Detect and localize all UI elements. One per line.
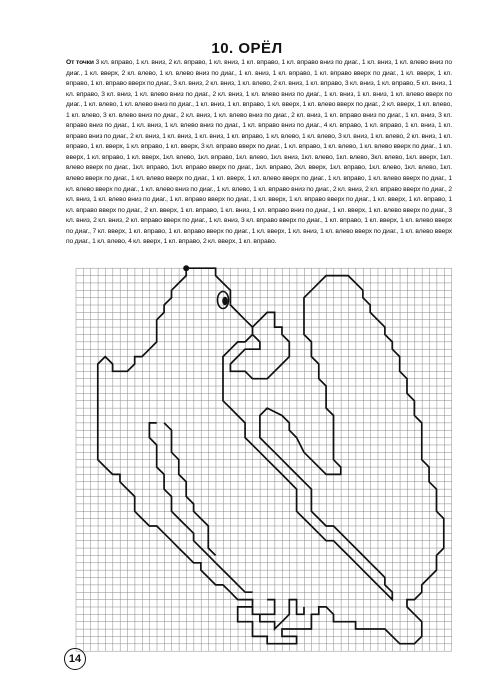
- start-point: [183, 265, 189, 271]
- page-title: 10. ОРЁЛ: [211, 40, 283, 57]
- grid-lines: [76, 268, 452, 651]
- instructions-lead: От точки: [66, 59, 94, 66]
- page-number: 14: [64, 648, 86, 670]
- eagle-pupil: [222, 297, 228, 305]
- instructions-text: 3 кл. вправо, 1 кл. вниз, 2 кл. вправо, 1 кл. вниз, 1 кл. вправо, 1 кл. вправо вниз по диаг., 1 кл. вниз, 1 кл. влево вниз по диаг., 1 кл. вверх, 2 кл. влево, 1 кл. влево вниз по диаг., 1 кл. вниз, 1 кл. вправо, 1 кл. вправо вверх по диаг., 1 кл. вверх, 1 кл. вправо, 1 кл. вправо вверх по диаг., 3 кл. вниз, 2 кл. вниз, 1 кл. влево, 2 кл. вниз, 1 кл. вправо, 3 кл. вниз, 1 кл. вправо, 5 кл. вниз, 1 кл. вправо, 3 кл. вниз, 1 кл. влево вниз по диаг., 2 кл. вниз, 1 кл. влево вниз по диаг., 1 кл. вниз, 1 кл. вниз, 1 кл. влево вверх по диаг., 1 кл. влево, 1 кл. влево вниз по диаг., 1 кл. вниз, 1 кл. вправо, 1 кл. вверх, 1 кл. влево вверх по диаг., 2 кл. вверх, 1 кл. влево, 1 кл. влево, 3 кл. влево вниз по диаг., 2 кл. вниз, 1 кл. влево вниз по диаг., 2 кл. вниз, 1 кл. вправо вниз по диаг., 1 кл. вниз, 3 кл. вправо вниз по диаг., 1 кл. вниз, 1 кл. влево вниз по диаг., 1 кл. вправо вниз по диаг., 4 кл. вправо, 1 кл. вправо, 1 кл. вниз, 1 кл. вправо вниз по диаг., 2 кл. вниз, 1 кл. вниз, 1 кл. вниз, 1 кл. вправо, 1 кл. влево, 1 кл. влево, 3 кл. вниз, 1 кл. влево, 2 кл. вниз, 1 кл. вправо, 1 кл. вверх, 1 кл. вправо, 1 кл. вверх, 3 кл. вправо вверх по диаг., 1 кл. вправо, 1 кл. влево, 1 кл. влево вверх по диаг., 1 кл. вверх, 1 кл. вправо, 1 кл. вверх, 1кл. влево, 1кл. вправо, 1кл. влево, 1кл. вниз, 1кл. влево, 1кл. влево, 3кл. влево, 1кл. вверх, 1кл. влево вверх по диаг., 1кл. вправо, 1кл. вправо вверх по диаг., 1кл. вправо, 2кл. вверх, 1кл. вправо, 1кл. влево, 1кл. влево, 1кл. влево вверх по диаг., 1 кл. влево вверх по диаг., 1 кл. вверх, 1 кл. влево вверх по диаг., 1 кл. вправо, 1 кл. влево вверх по диаг., 1 кл. влево вверх по диаг., 1 кл. влево вниз по диаг., 1 кл. влево, 1 кл. вправо вниз по диаг., 2 кл. вниз, 2 кл. вправо вверх по диаг., 2 кл. вниз, 1 кл. влево вниз по диаг., 1 кл. вправо вверх по диаг., 1 кл. вверх, 1 кл. вправо вверх по диаг., 1 кл. вверх, 1 кл. вправо, 1 кл. вправо вверх по диаг., 2 кл. вверх, 1 кл. вправо, 1 кл. вниз, 1 кл. вправо вниз по диаг., 1 кл. вверх, 1 кл. влево вверх по диаг., 3 кл. вниз, 2 кл. вниз, 2 кл. вправо вверх по диаг., 1 кл. вниз, 3 кл. вправо вверх по диаг., 1 кл. вправо, 1 кл. вверх, 1 кл. влево вверх по диаг., 7 кл. вверх, 1 кл. вправо, 1 кл. вправо вверх по диаг., 1 кл. вверх, 1 кл. вниз, 1 кл. влево вверх по диаг., 1 кл. влево вверх по диаг., 1 кл. влево, 4 кл. вверх, 1 кл. вправо, 2 кл. вверх, 1 кл. вправо.: [66, 59, 452, 246]
